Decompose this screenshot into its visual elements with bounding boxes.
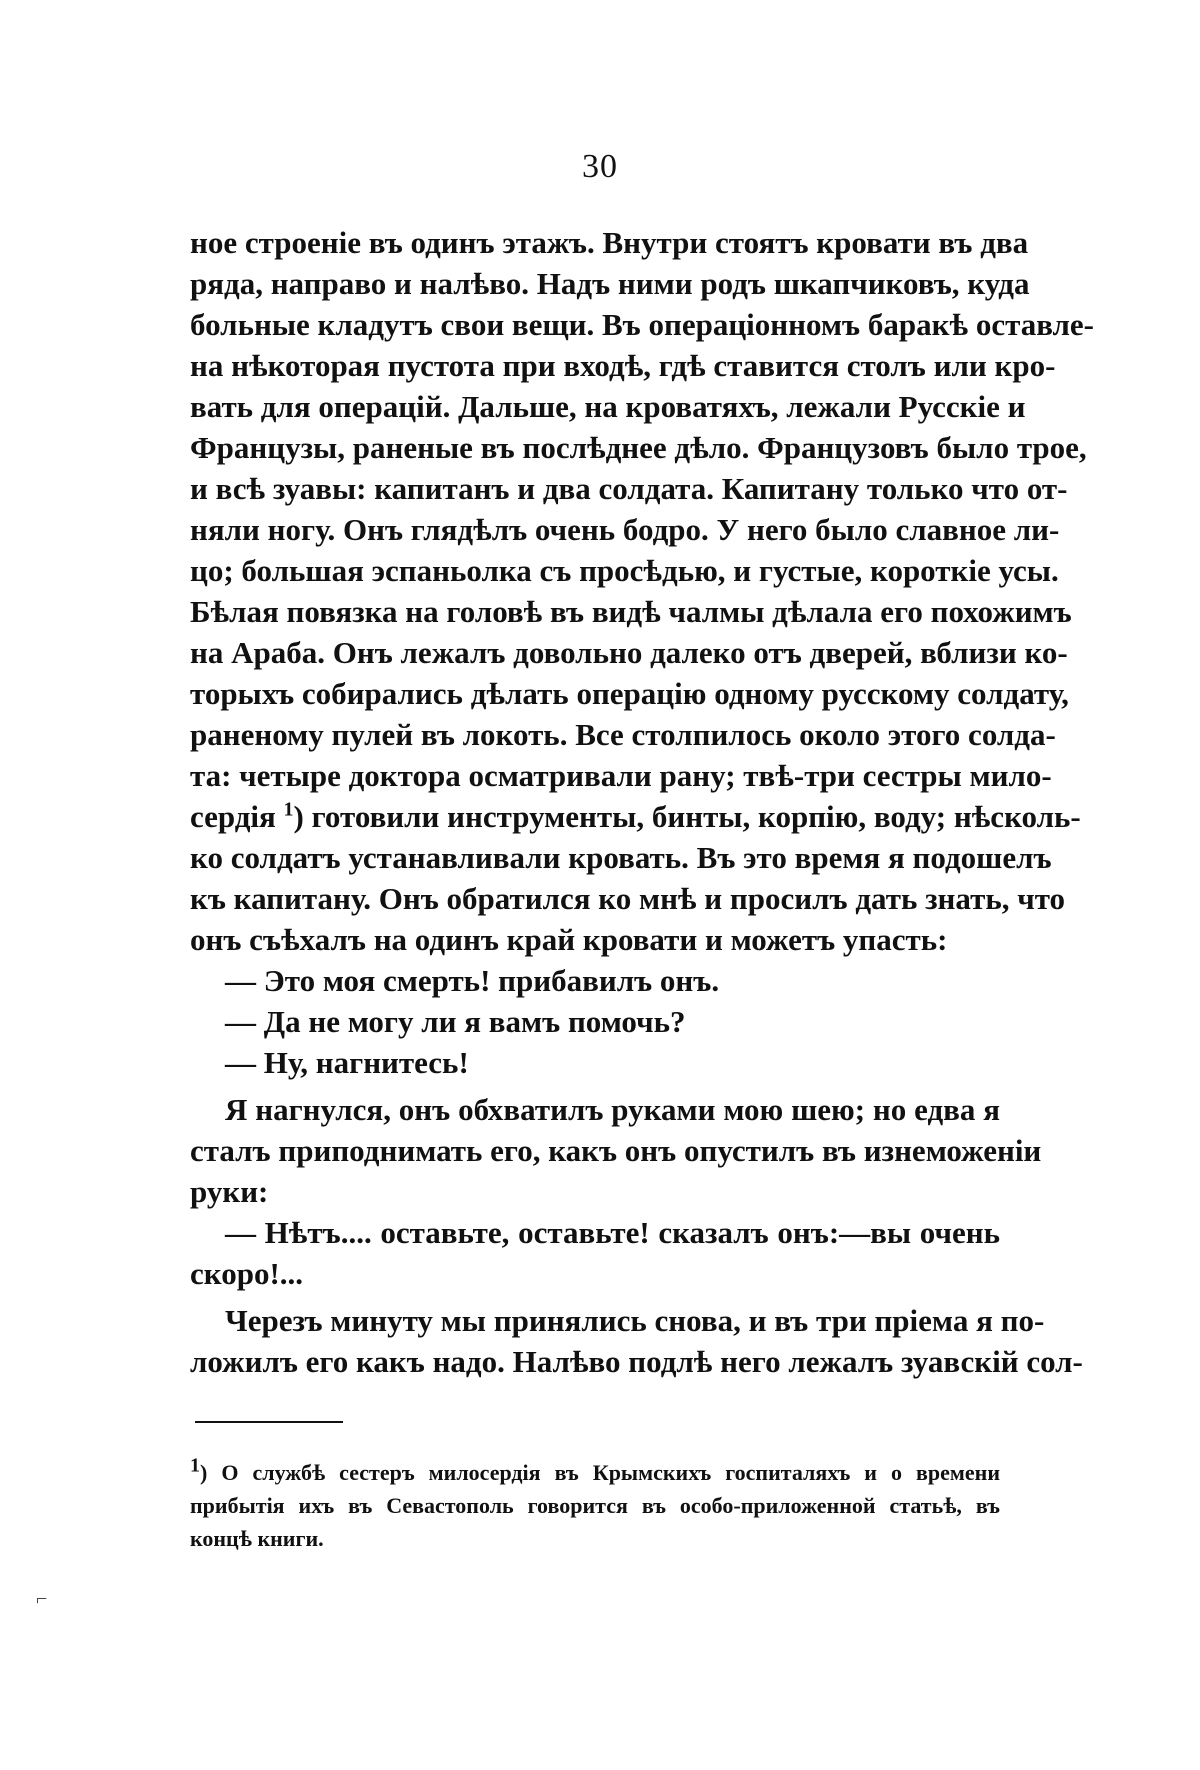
paragraph-line: руки: [190, 1174, 269, 1209]
dialog-line: — Да не могу ли я вамъ помочь? [225, 1004, 686, 1039]
dialog-line: — Нѣтъ.... оставьте, оставьте! сказалъ онъ:—вы очень [225, 1215, 1000, 1250]
text-line: торыхъ собирались дѣлать операцію одному русскому солдату, [190, 676, 1069, 711]
footnote-text: ) О службѣ сестеръ милосердія въ Крымскихъ госпиталяхъ и о времени [200, 1460, 1000, 1485]
footnote-line: концѣ книги. [190, 1526, 324, 1551]
margin-mark: ⌐ [36, 1588, 48, 1610]
footnote-line: прибытія ихъ въ Севастополь говорится въ особо-приложенной статьѣ, въ [190, 1493, 1000, 1518]
text-line: на Араба. Онъ лежалъ довольно далеко отъ дверей, вблизи ко- [190, 635, 1068, 670]
footnote-mark: 1 [190, 1454, 200, 1477]
text-fragment: ) готовили инструменты, бинты, корпію, воду; нѣсколь- [293, 799, 1081, 834]
text-line: Бѣлая повязка на головѣ въ видѣ чалмы дѣлала его похожимъ [190, 594, 1072, 629]
text-line: Французы, раненые въ послѣднее дѣло. Французовъ было трое, [190, 430, 1087, 465]
body-text [190, 222, 1094, 1382]
dialog-line: — Ну, нагнитесь! [225, 1045, 469, 1080]
text-line: няли ногу. Онъ глядѣлъ очень бодро. У него было славное ли- [190, 512, 1060, 547]
paragraph-line: сталъ приподнимать его, какъ онъ опустилъ въ изнеможеніи [190, 1133, 1042, 1168]
paragraph-line: ложилъ его какъ надо. Налѣво подлѣ него лежалъ зуавскій сол- [190, 1344, 1083, 1379]
text-line: ряда, направо и налѣво. Надъ ними родъ шкапчиковъ, куда [190, 266, 1030, 301]
text-line: раненому пулей въ локоть. Все столпилось около этого солда- [190, 717, 1056, 752]
footnote-line [190, 1456, 1000, 1489]
text-line: на нѣкоторая пустота при входѣ, гдѣ ставится столъ или кро- [190, 348, 1056, 383]
text-line: и всѣ зуавы: капитанъ и два солдата. Капитану только что от- [190, 471, 1068, 506]
text-line: ное строеніе въ одинъ этажъ. Внутри стоятъ кровати въ два [190, 225, 1029, 260]
paragraph-line: Черезъ минуту мы принялись снова, и въ три пріема я по- [225, 1303, 1045, 1338]
text-line: цо; большая эспаньолка съ просѣдью, и густые, короткіе усы. [190, 553, 1059, 588]
dialog-line: скоро!... [190, 1256, 304, 1291]
text-line: онъ съѣхалъ на одинъ край кровати и можетъ упасть: [190, 922, 948, 957]
text-line: та: четыре доктора осматривали рану; твѣ-три сестры мило- [190, 758, 1052, 793]
paragraph-line: Я нагнулся, онъ обхватилъ руками мою шею; но едва я [225, 1092, 1000, 1127]
text-line: вать для операцій. Дальше, на кроватяхъ, лежали Русскіе и [190, 389, 1026, 424]
dialog-line: — Это моя смерть! прибавилъ онъ. [225, 963, 720, 998]
text-line: ко солдатъ устанавливали кровать. Въ это время я подошелъ [190, 840, 1052, 875]
footnote [190, 1456, 1000, 1555]
text-line-with-footnote-ref [190, 796, 1081, 837]
page-number: 30 [582, 148, 618, 185]
text-line: къ капитану. Онъ обратился ко мнѣ и просилъ дать знать, что [190, 881, 1066, 916]
footnote-divider [195, 1421, 343, 1423]
text-fragment: сердія [190, 799, 276, 834]
text-line: больные кладутъ свои вещи. Въ операціонномъ баракѣ оставле- [190, 307, 1094, 342]
footnote-ref: 1 [283, 798, 294, 821]
